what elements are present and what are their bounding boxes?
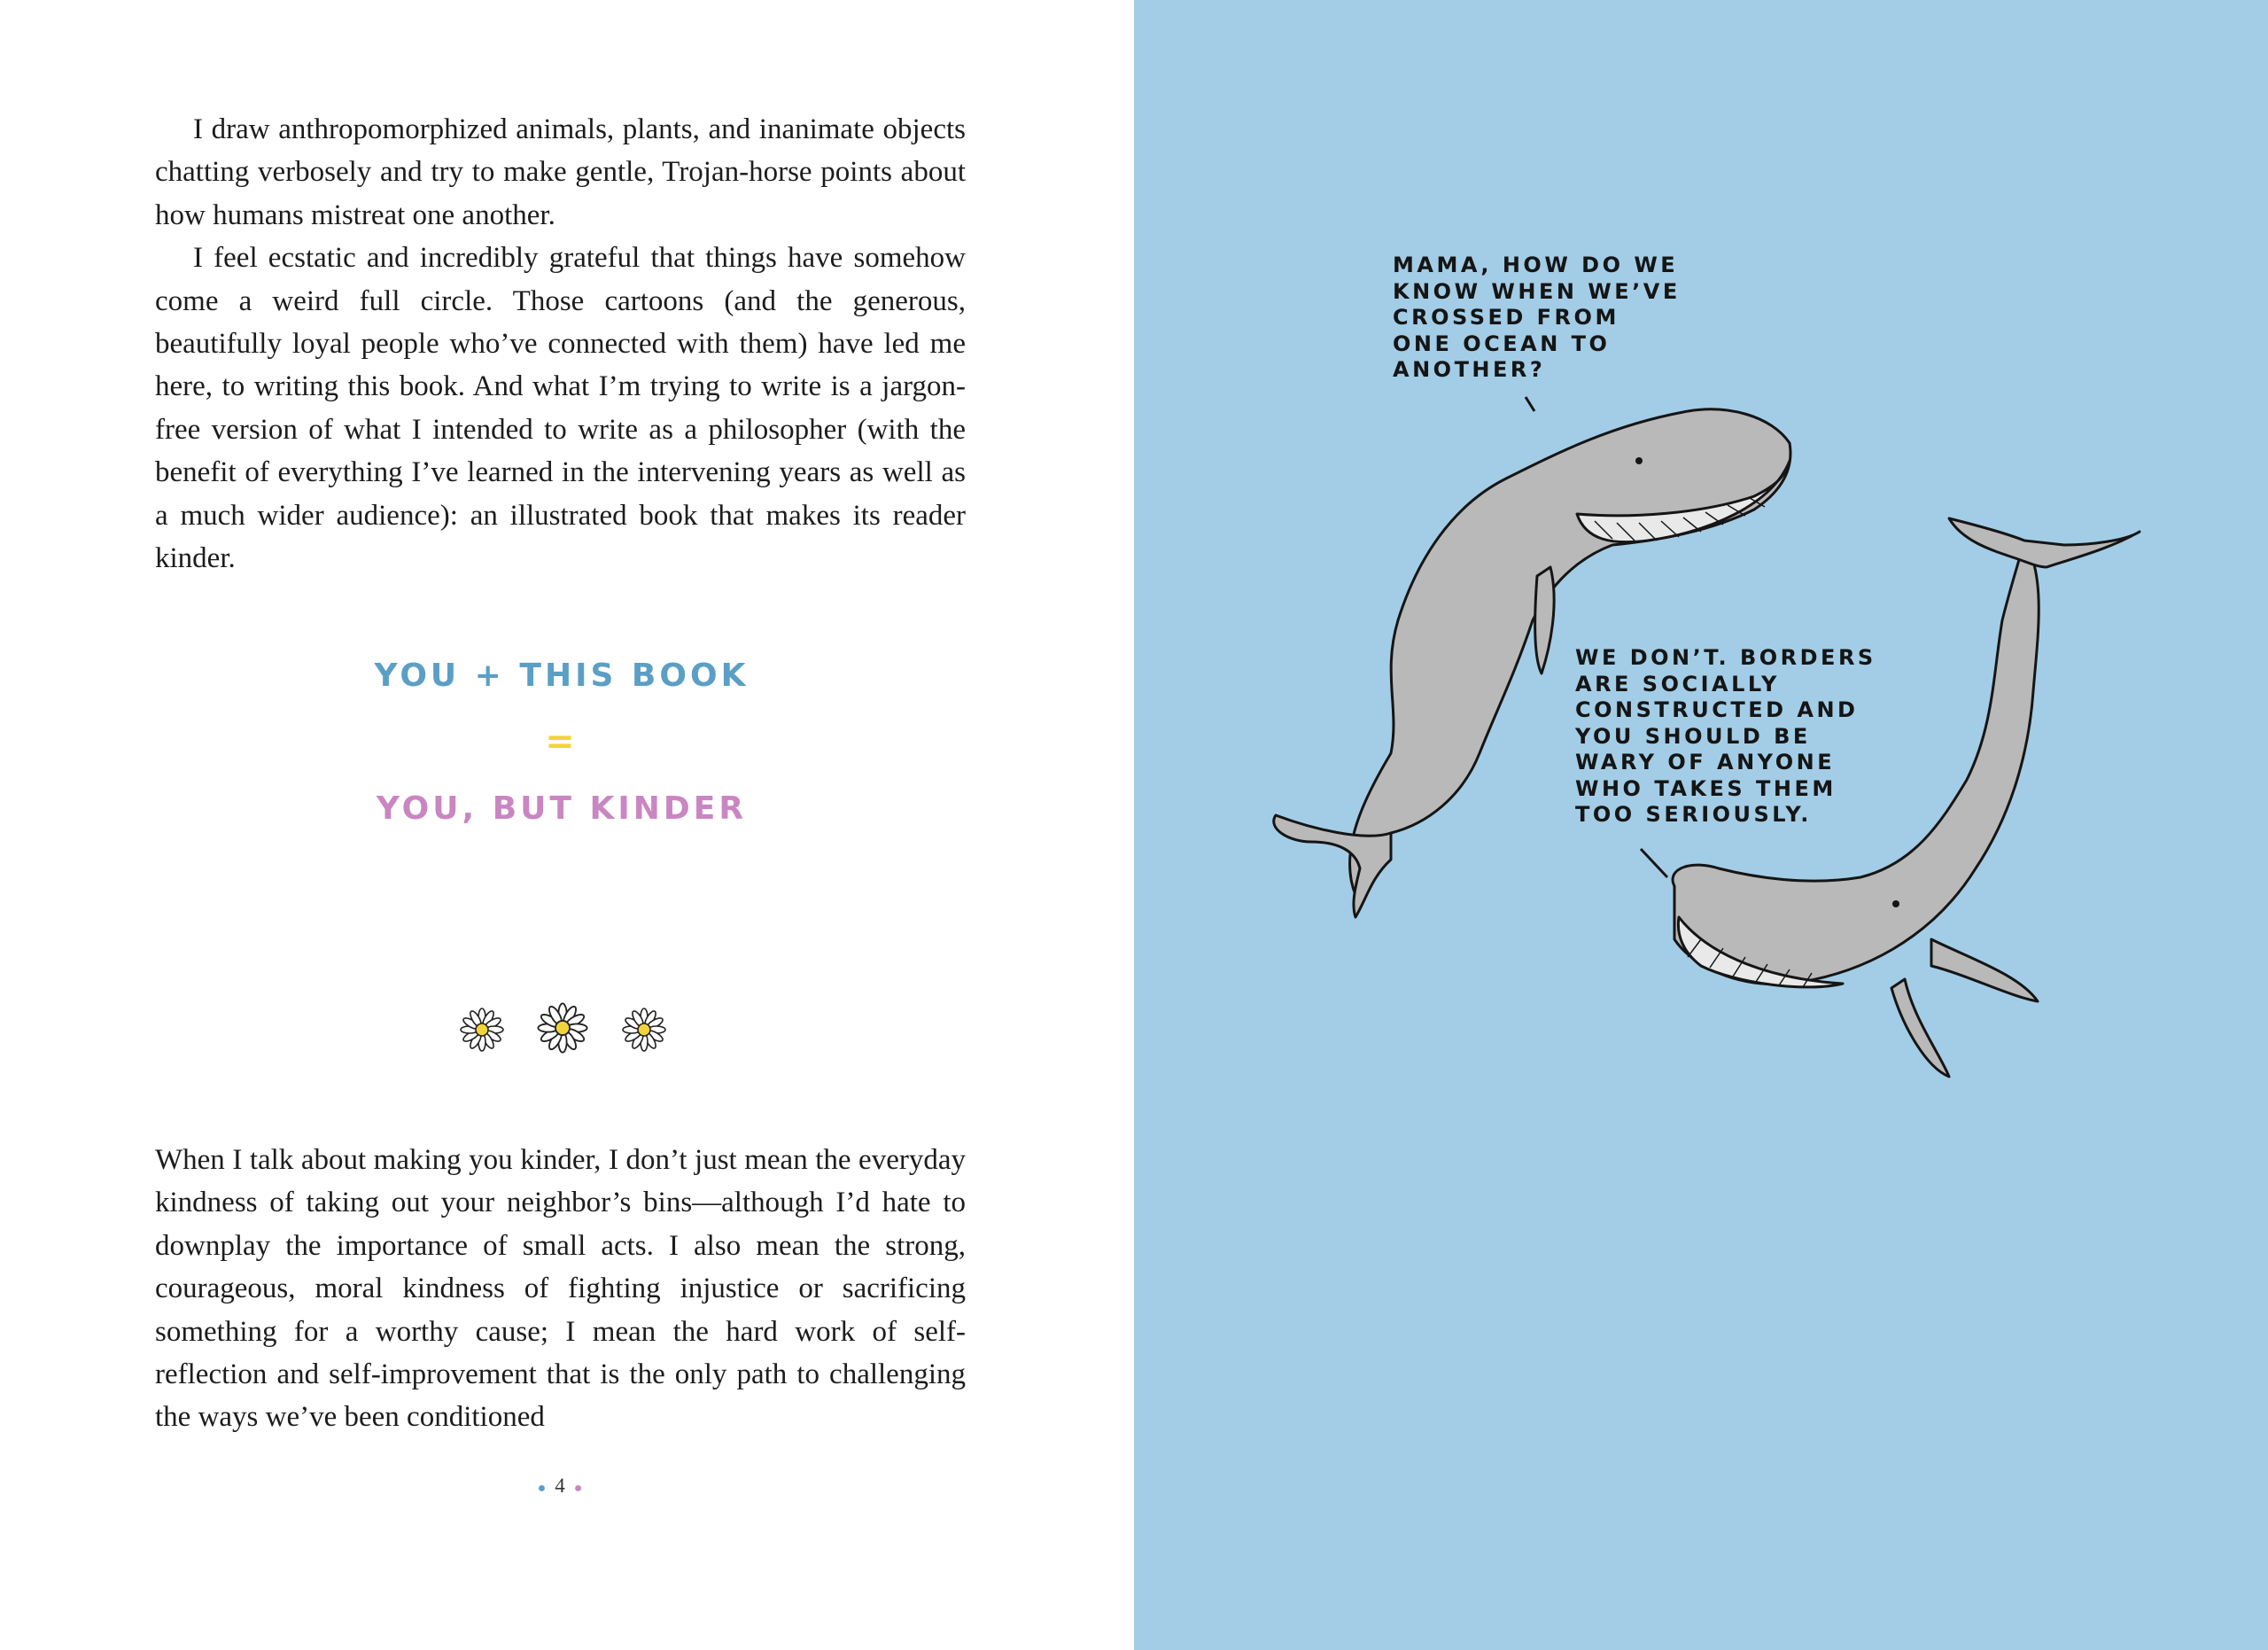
- paragraph: When I talk about making you kinder, I don’t just mean the everyday kindness of taking out your neighbor’s bins—although I’d hate to downplay the importance of small acts. I also mean the strong, courageous, moral kindness of fighting injustice or sacrificing something for a worthy cause; I mean the hard work of self-reflection and self-improvement that is the only path to challenging the ways we’ve been conditioned: [155, 1144, 966, 1434]
- page-number-value: 4: [555, 1475, 565, 1497]
- paragraph: I feel ecstatic and incredibly grateful that things have somehow come a weird full circle. Those cartoons (and the generous, beautifully loyal people who’ve connected with them) have led me here, to writing this book. And what I’m trying to write is a jargon-free version of what I intended to write as a philosopher (with the benefit of everything I’ve learned in the intervening years as well as a much wider audience): an illustrated book that makes its reader kinder.: [155, 242, 966, 575]
- daisy-icon: [623, 1008, 665, 1051]
- bullet-icon: ●: [537, 1481, 547, 1496]
- daisy-icon: [461, 1008, 503, 1051]
- bullet-icon: ●: [573, 1481, 583, 1496]
- body-text-top: [155, 108, 966, 580]
- daisy-divider: [452, 1001, 682, 1055]
- equation-line-you-plus-book: YOU + THIS BOOK: [374, 658, 750, 694]
- body-text-bottom: [155, 1139, 966, 1439]
- equation-line-result: YOU, BUT KINDER: [376, 790, 748, 827]
- paragraph: I draw anthropomorphized animals, plants, and inanimate objects chatting verbosely and try to make gentle, Trojan-horse points about how humans mistreat one another.: [155, 113, 966, 231]
- speech-bubble-reply: WE DON’T. BORDERS ARE SOCIALLY CONSTRUCTED AND YOU SHOULD BE WARY OF ANYONE WHO TAKES THEM TOO SERIOUSLY.: [1575, 645, 1876, 827]
- page-number: [0, 1475, 1120, 1498]
- daisy-icon: [538, 1003, 586, 1052]
- speech-bubble-mama: MAMA, HOW DO WE KNOW WHEN WE’VE CROSSED FROM ONE OCEAN TO ANOTHER?: [1393, 253, 1681, 382]
- right-page: [1134, 0, 2268, 1650]
- equation-equals: =: [545, 721, 579, 762]
